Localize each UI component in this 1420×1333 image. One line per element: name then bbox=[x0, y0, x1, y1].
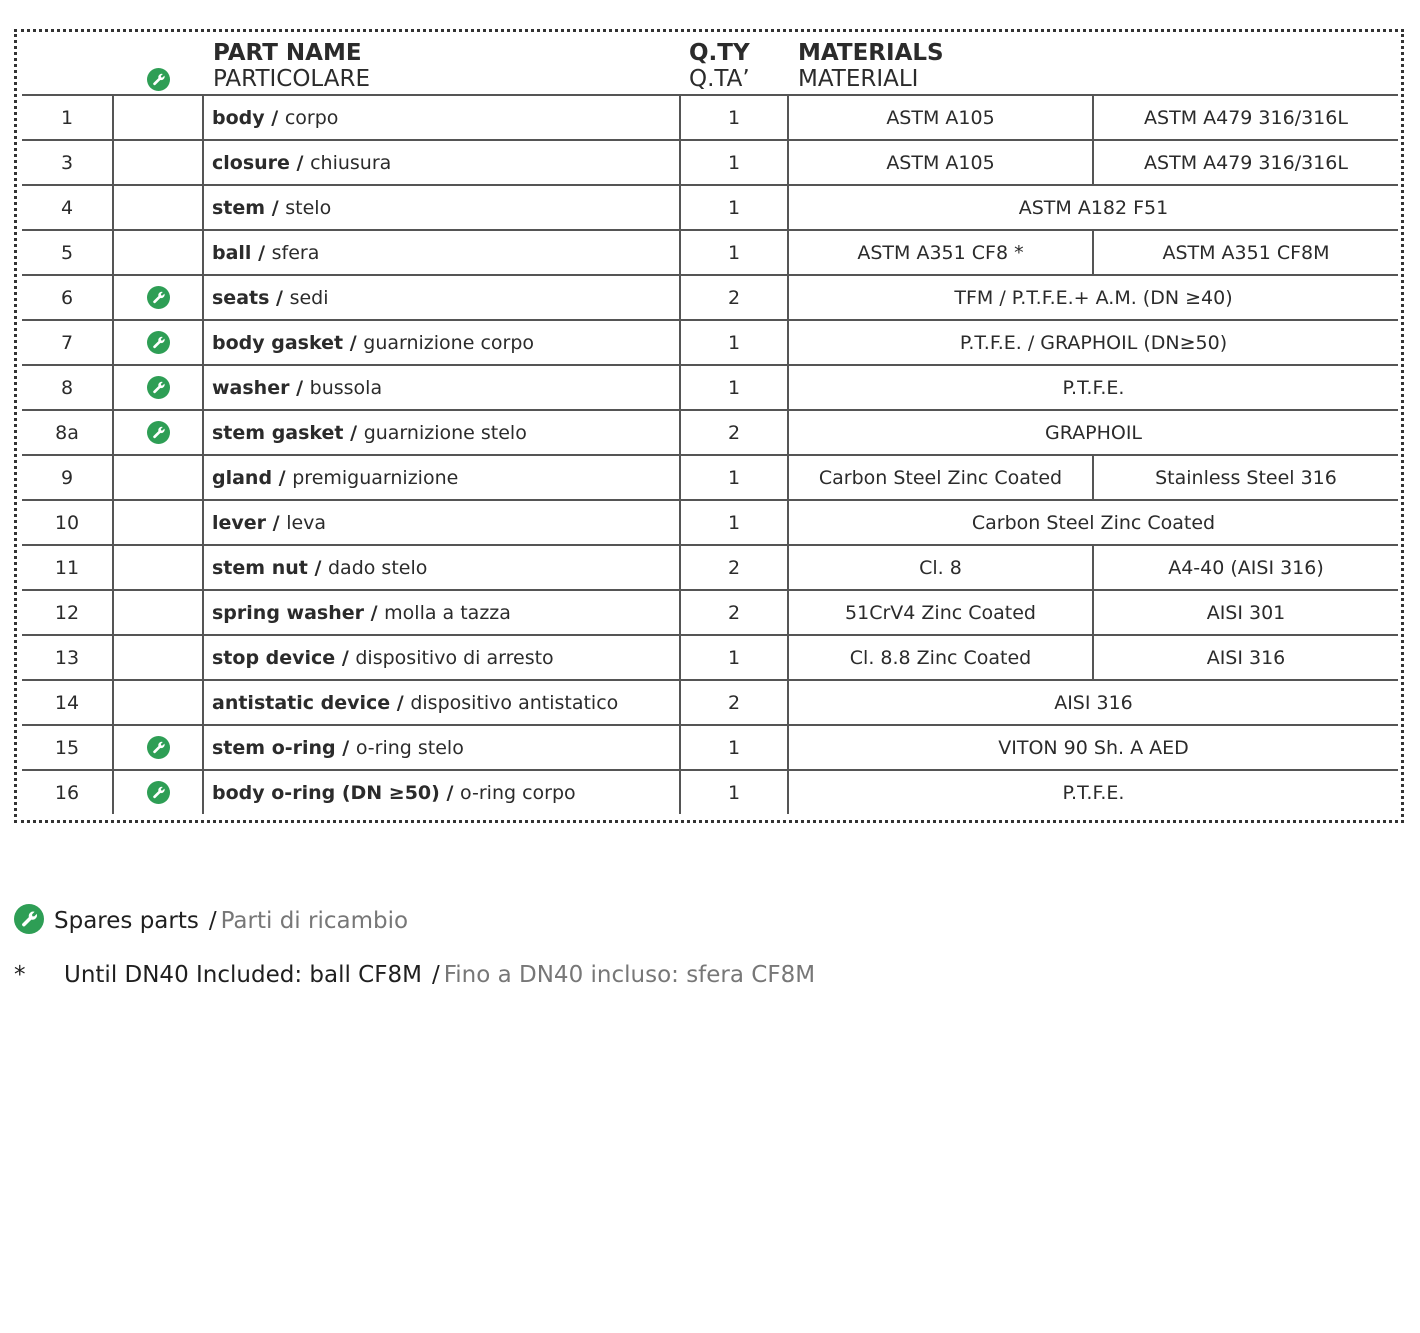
qty-cell: 1 bbox=[680, 635, 788, 680]
qty-cell: 1 bbox=[680, 140, 788, 185]
wrench-icon bbox=[147, 331, 170, 354]
header-part-name-it: PARTICOLARE bbox=[213, 66, 371, 92]
table-row bbox=[22, 725, 1398, 770]
part-name-en: stem bbox=[212, 196, 266, 219]
part-name-it: sfera bbox=[271, 241, 320, 264]
material-cell: GRAPHOIL bbox=[788, 410, 1398, 455]
material-cell: P.T.F.E. bbox=[788, 365, 1398, 410]
qty-cell: 1 bbox=[680, 185, 788, 230]
spare-cell bbox=[113, 365, 203, 410]
spare-parts-legend bbox=[14, 904, 408, 934]
spare-cell bbox=[113, 140, 203, 185]
header-pos-cell bbox=[22, 34, 113, 95]
header-qty-it: Q.TA’ bbox=[689, 66, 750, 92]
wrench-icon bbox=[147, 781, 170, 804]
part-name-cell bbox=[203, 95, 680, 140]
part-name-en: antistatic device bbox=[212, 691, 391, 714]
part-name-separator: / bbox=[335, 646, 356, 669]
position-cell: 3 bbox=[22, 140, 113, 185]
part-name-it: molla a tazza bbox=[384, 601, 511, 624]
position-cell: 10 bbox=[22, 500, 113, 545]
part-name-cell bbox=[203, 680, 680, 725]
spare-cell bbox=[113, 590, 203, 635]
material-cell: Cl. 8 bbox=[788, 545, 1093, 590]
part-name-separator: / bbox=[272, 466, 293, 489]
spare-cell bbox=[113, 680, 203, 725]
qty-cell: 1 bbox=[680, 230, 788, 275]
position-cell: 4 bbox=[22, 185, 113, 230]
spare-cell bbox=[113, 275, 203, 320]
part-name-en: body o-ring (DN ≥50) bbox=[212, 781, 440, 804]
part-name-it: bussola bbox=[309, 376, 383, 399]
part-name-it: o-ring stelo bbox=[355, 736, 464, 759]
spare-cell bbox=[113, 95, 203, 140]
position-cell: 5 bbox=[22, 230, 113, 275]
table-row bbox=[22, 410, 1398, 455]
wrench-icon bbox=[147, 736, 170, 759]
table-row bbox=[22, 680, 1398, 725]
footnote-separator: / bbox=[431, 962, 440, 988]
part-name-cell bbox=[203, 770, 680, 814]
position-cell: 14 bbox=[22, 680, 113, 725]
wrench-icon bbox=[147, 68, 170, 91]
legend-it: Parti di ricambio bbox=[220, 908, 409, 934]
table-row bbox=[22, 770, 1398, 814]
part-name-cell bbox=[203, 185, 680, 230]
table-row bbox=[22, 95, 1398, 140]
position-cell: 9 bbox=[22, 455, 113, 500]
spare-cell bbox=[113, 410, 203, 455]
part-name-en: stem o-ring bbox=[212, 736, 336, 759]
spare-cell bbox=[113, 635, 203, 680]
material-cell: P.T.F.E. / GRAPHOIL (DN≥50) bbox=[788, 320, 1398, 365]
spare-cell bbox=[113, 230, 203, 275]
part-name-it: dispositivo di arresto bbox=[355, 646, 554, 669]
table-row bbox=[22, 230, 1398, 275]
qty-cell: 2 bbox=[680, 545, 788, 590]
part-name-en: spring washer bbox=[212, 601, 364, 624]
part-name-separator: / bbox=[265, 196, 286, 219]
part-name-cell bbox=[203, 140, 680, 185]
part-name-en: stop device bbox=[212, 646, 336, 669]
table-row bbox=[22, 275, 1398, 320]
position-cell: 6 bbox=[22, 275, 113, 320]
qty-cell: 1 bbox=[680, 320, 788, 365]
part-name-separator: / bbox=[390, 691, 411, 714]
header-part-name-en: PART NAME bbox=[213, 40, 362, 66]
material-cell: Carbon Steel Zinc Coated bbox=[788, 500, 1398, 545]
wrench-icon bbox=[147, 376, 170, 399]
spare-cell bbox=[113, 545, 203, 590]
part-name-separator: / bbox=[335, 736, 356, 759]
position-cell: 11 bbox=[22, 545, 113, 590]
header-qty-en: Q.TY bbox=[689, 40, 750, 66]
part-name-it: dado stelo bbox=[328, 556, 428, 579]
position-cell: 12 bbox=[22, 590, 113, 635]
material-cell: TFM / P.T.F.E.+ A.M. (DN ≥40) bbox=[788, 275, 1398, 320]
part-name-it: corpo bbox=[284, 106, 339, 129]
position-cell: 1 bbox=[22, 95, 113, 140]
part-name-cell bbox=[203, 725, 680, 770]
table-row bbox=[22, 185, 1398, 230]
parts-table bbox=[22, 34, 1398, 814]
part-name-it: dispositivo antistatico bbox=[410, 691, 619, 714]
part-name-it: guarnizione corpo bbox=[363, 331, 535, 354]
spare-cell bbox=[113, 320, 203, 365]
part-name-cell bbox=[203, 275, 680, 320]
qty-cell: 1 bbox=[680, 365, 788, 410]
header-materials-it: MATERIALI bbox=[798, 66, 919, 92]
part-name-en: seats bbox=[212, 286, 270, 309]
qty-cell: 2 bbox=[680, 590, 788, 635]
table-row bbox=[22, 365, 1398, 410]
material-cell: ASTM A105 bbox=[788, 95, 1093, 140]
material-cell: ASTM A479 316/316L bbox=[1093, 140, 1398, 185]
spare-cell bbox=[113, 770, 203, 814]
part-name-it: chiusura bbox=[310, 151, 392, 174]
position-cell: 15 bbox=[22, 725, 113, 770]
material-cell: Stainless Steel 316 bbox=[1093, 455, 1398, 500]
part-name-it: o-ring corpo bbox=[460, 781, 576, 804]
qty-cell: 1 bbox=[680, 455, 788, 500]
part-name-cell bbox=[203, 500, 680, 545]
part-name-separator: / bbox=[343, 331, 364, 354]
part-name-cell bbox=[203, 455, 680, 500]
material-cell: VITON 90 Sh. A AED bbox=[788, 725, 1398, 770]
part-name-separator: / bbox=[264, 106, 285, 129]
header-spare-cell bbox=[113, 34, 203, 95]
wrench-icon bbox=[147, 421, 170, 444]
footnote bbox=[14, 962, 815, 988]
header-materials bbox=[788, 34, 1398, 95]
table-row bbox=[22, 320, 1398, 365]
footnote-star: * bbox=[14, 962, 26, 988]
part-name-separator: / bbox=[307, 556, 328, 579]
table-row bbox=[22, 590, 1398, 635]
header-part-name bbox=[203, 34, 680, 95]
material-cell: ASTM A351 CF8M bbox=[1093, 230, 1398, 275]
position-cell: 16 bbox=[54, 781, 80, 804]
part-name-separator: / bbox=[289, 376, 310, 399]
part-name-cell bbox=[203, 635, 680, 680]
part-name-cell bbox=[203, 320, 680, 365]
part-name-separator: / bbox=[364, 601, 385, 624]
part-name-en: ball bbox=[212, 241, 252, 264]
part-name-en: closure bbox=[212, 151, 290, 174]
part-name-it: premiguarnizione bbox=[292, 466, 459, 489]
material-cell: AISI 316 bbox=[1093, 635, 1398, 680]
qty-cell: 2 bbox=[680, 680, 788, 725]
material-cell: Cl. 8.8 Zinc Coated bbox=[788, 635, 1093, 680]
part-name-separator: / bbox=[269, 286, 290, 309]
part-name-it: leva bbox=[286, 511, 327, 534]
material-cell: ASTM A182 F51 bbox=[788, 185, 1398, 230]
material-cell: ASTM A351 CF8 * bbox=[788, 230, 1093, 275]
part-name-separator: / bbox=[439, 781, 461, 804]
material-cell: Carbon Steel Zinc Coated bbox=[788, 455, 1093, 500]
table-header bbox=[22, 34, 1398, 95]
legend-en: Spares parts bbox=[54, 908, 199, 934]
position-cell: 7 bbox=[22, 320, 113, 365]
material-cell: AISI 316 bbox=[788, 680, 1398, 725]
table-row bbox=[22, 455, 1398, 500]
part-name-en: stem gasket bbox=[212, 421, 344, 444]
part-name-it: stelo bbox=[285, 196, 332, 219]
spare-cell bbox=[113, 725, 203, 770]
qty-cell: 1 bbox=[680, 725, 788, 770]
legend-separator: / bbox=[208, 908, 217, 934]
table-row bbox=[22, 635, 1398, 680]
part-name-cell bbox=[203, 545, 680, 590]
part-name-en: stem nut bbox=[212, 556, 308, 579]
part-name-en: washer bbox=[212, 376, 290, 399]
footnote-en: Until DN40 Included: ball CF8M bbox=[64, 962, 422, 988]
part-name-en: lever bbox=[212, 511, 267, 534]
part-name-it: sedi bbox=[289, 286, 329, 309]
part-name-separator: / bbox=[266, 511, 287, 534]
part-name-separator: / bbox=[289, 151, 311, 174]
wrench-icon bbox=[147, 286, 170, 309]
spare-cell bbox=[113, 185, 203, 230]
material-cell: ASTM A105 bbox=[788, 140, 1093, 185]
table-row bbox=[22, 545, 1398, 590]
position-cell: 8a bbox=[22, 410, 113, 455]
qty-cell: 1 bbox=[680, 500, 788, 545]
part-name-cell bbox=[203, 590, 680, 635]
material-cell: ASTM A479 316/316L bbox=[1093, 95, 1398, 140]
wrench-icon bbox=[14, 904, 44, 934]
spare-cell bbox=[113, 500, 203, 545]
part-name-cell bbox=[203, 365, 680, 410]
material-cell: A4-40 (AISI 316) bbox=[1093, 545, 1398, 590]
spare-cell bbox=[113, 455, 203, 500]
qty-cell: 1 bbox=[680, 770, 788, 814]
part-name-cell bbox=[203, 410, 680, 455]
part-name-cell bbox=[203, 230, 680, 275]
position-cell: 13 bbox=[22, 635, 113, 680]
position-cell: 8 bbox=[22, 365, 113, 410]
material-cell: 51CrV4 Zinc Coated bbox=[788, 590, 1093, 635]
material-cell: P.T.F.E. bbox=[788, 770, 1398, 814]
qty-cell: 1 bbox=[680, 95, 788, 140]
part-name-separator: / bbox=[343, 421, 364, 444]
header-materials-en: MATERIALS bbox=[798, 40, 944, 66]
part-name-it: guarnizione stelo bbox=[363, 421, 527, 444]
material-cell: AISI 301 bbox=[1093, 590, 1398, 635]
footnote-it: Fino a DN40 incluso: sfera CF8M bbox=[443, 962, 816, 988]
part-name-separator: / bbox=[251, 241, 272, 264]
part-name-en: body bbox=[212, 106, 265, 129]
part-name-en: gland bbox=[212, 466, 273, 489]
table-row bbox=[22, 500, 1398, 545]
qty-cell: 2 bbox=[680, 275, 788, 320]
header-qty bbox=[680, 34, 788, 95]
part-name-en: body gasket bbox=[212, 331, 344, 354]
table-row bbox=[22, 140, 1398, 185]
qty-cell: 2 bbox=[680, 410, 788, 455]
